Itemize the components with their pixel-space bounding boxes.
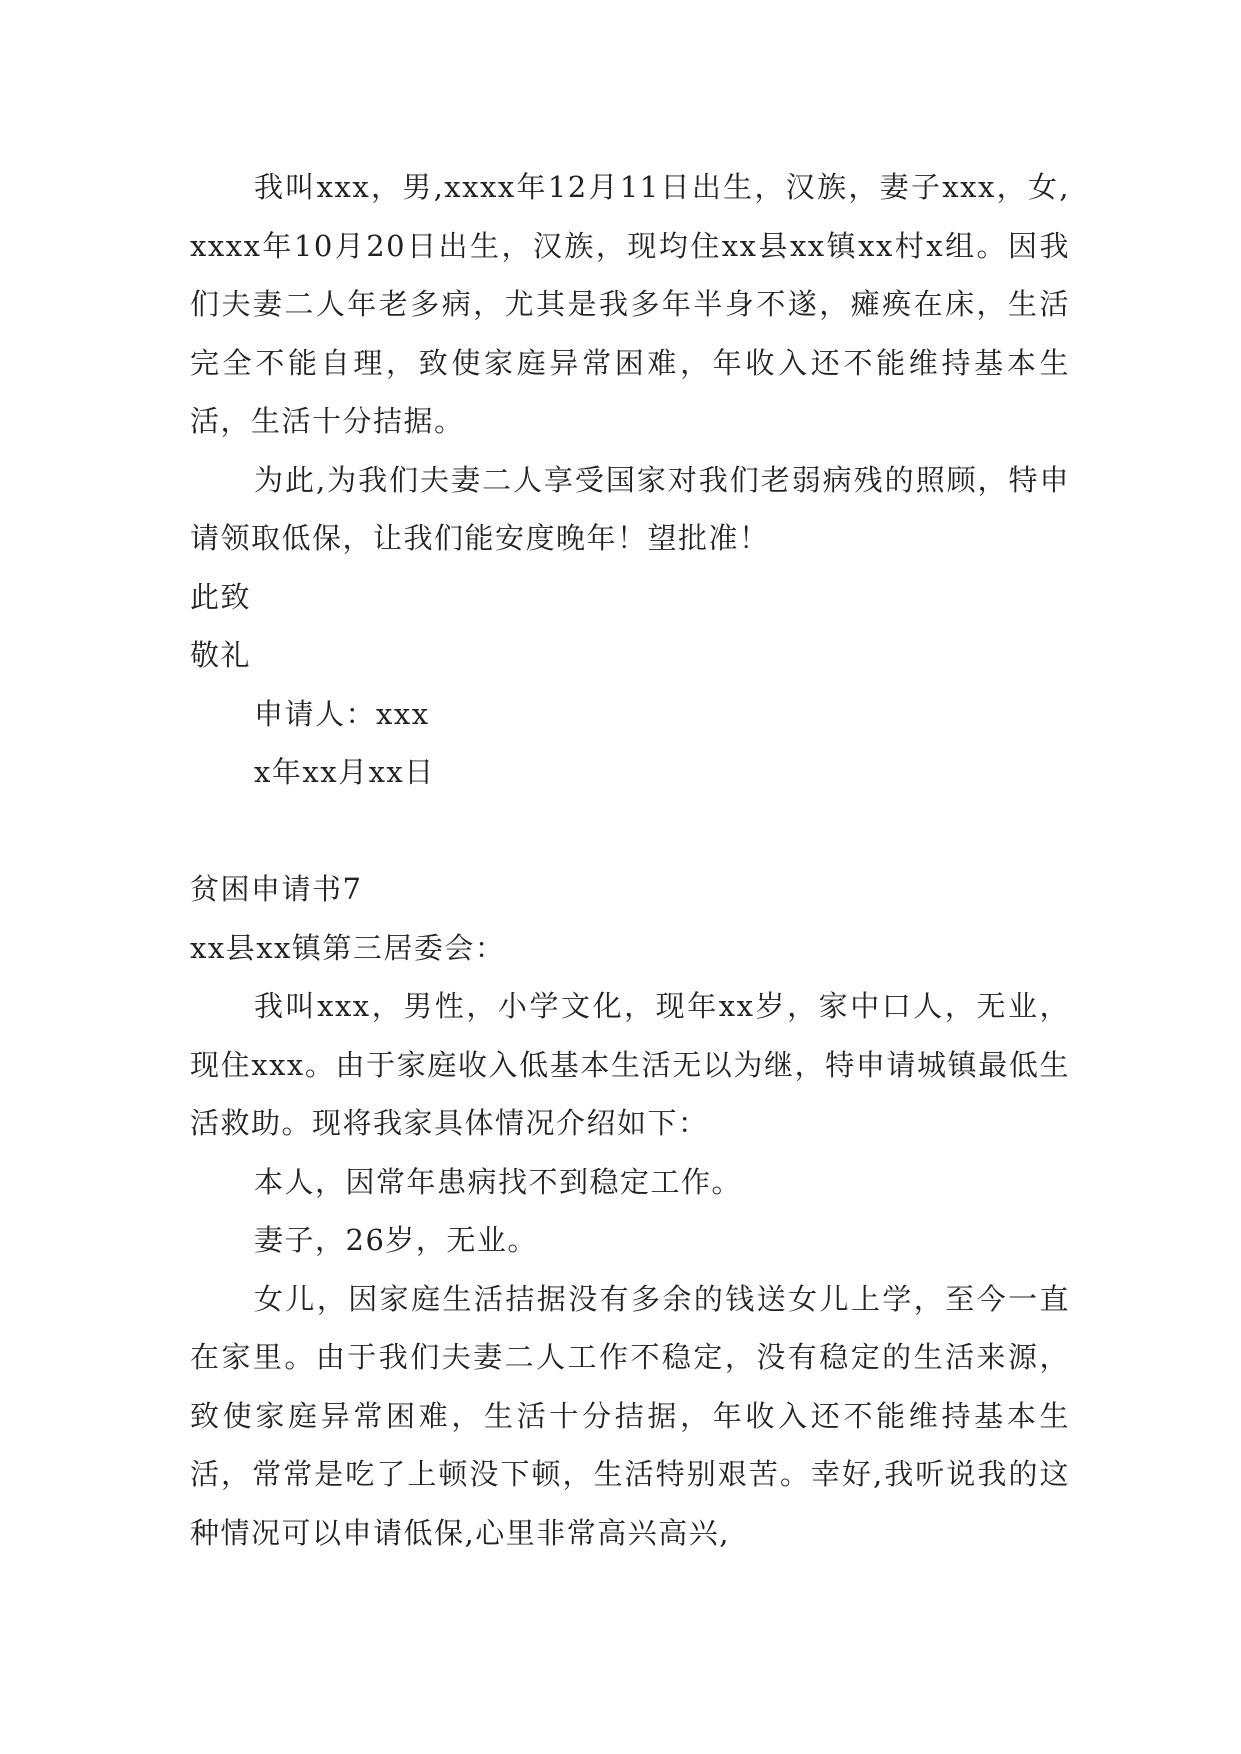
signer-line: 申请人：xxx [254,696,430,731]
document-body [190,158,1070,1562]
paragraph-2: 为此,为我们夫妻二人享受国家对我们老弱病残的照顾，特申请领取低保，让我们能安度晚年！望批准！ [190,462,1070,555]
paragraph-4: 本人，因常年患病找不到稳定工作。 [254,1164,743,1199]
section-title: 贫困申请书7 [190,872,363,906]
closing-respect: 敬礼 [190,638,252,672]
date-line: x年xx月xx日 [254,755,435,789]
paragraph-3: 我叫xxx，男性，小学文化，现年xx岁，家中口人，无业，现住xxx。由于家庭收入低基本生活无以为继，特申请城镇最低生活救助。现将我家具体情况介绍如下： [190,989,1070,1140]
paragraph-5: 妻子，26岁，无业。 [254,1223,538,1257]
blank-line [190,802,1070,861]
paragraph-1: 我叫xxx，男,xxxx年12月11日出生，汉族，妻子xxx，女,xxxx年10月20日出生，汉族，现均住xx县xx镇xx村x组。因我们夫妻二人年老多病，尤其是我多年半身不遂，瘫痪在床，生活完全不能自理，致使家庭异常困难，年收入还不能维持基本生活，生活十分拮据。 [190,170,1070,438]
closing-salutation: 此致 [190,579,252,614]
recipient-line: xx县xx镇第三居委会： [190,930,506,965]
paragraph-6: 女儿，因家庭生活拮据没有多余的钱送女儿上学，至今一直在家里。由于我们夫妻二人工作不稳定，没有稳定的生活来源，致使家庭异常困难，生活十分拮据，年收入还不能维持基本生活，常常是吃了上顿没下顿，生活特别艰苦。幸好,我听说我的这种情况可以申请低保,心里非常高兴高兴, [190,1281,1070,1550]
